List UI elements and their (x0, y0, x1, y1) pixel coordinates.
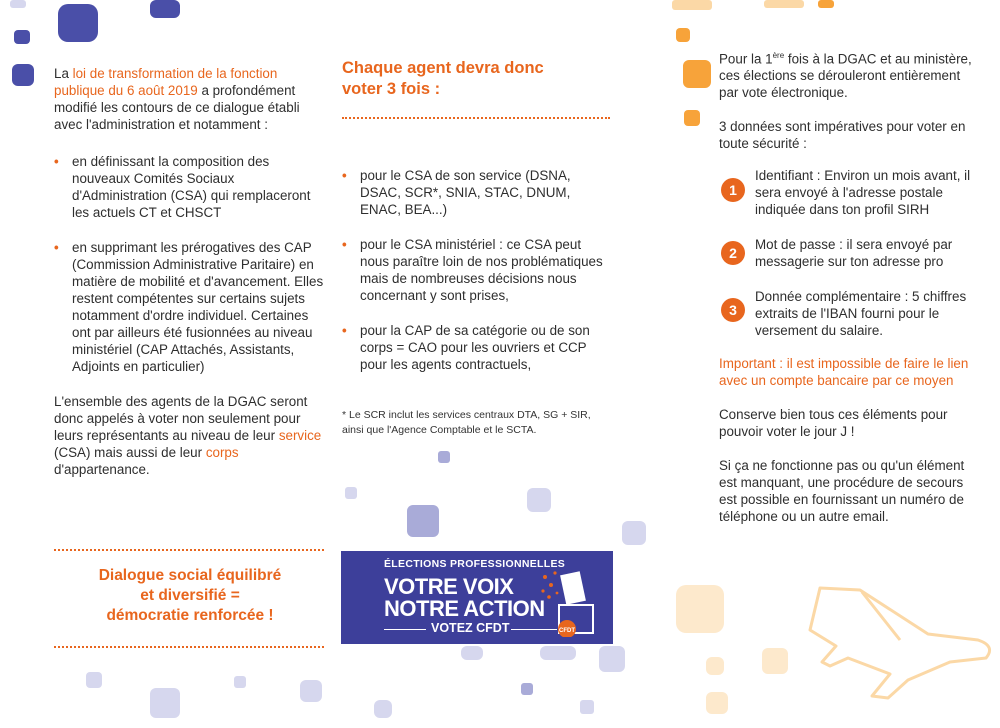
banner-cta: VOTEZ CFDT (431, 621, 510, 635)
bullet-text: pour le CSA ministériel : ce CSA peut nous paraître loin de nos problématiques mais de nombreuses décisions nous concernant y sont prises, (360, 237, 603, 303)
ballot-box-icon (537, 565, 607, 637)
banner-subtitle: ÉLECTIONS PROFESSIONNELLES (384, 558, 566, 570)
outro-text: (CSA) mais aussi de leur (54, 445, 206, 460)
slogan-line: Dialogue social équilibré (98, 567, 282, 584)
divider (342, 117, 610, 119)
bullet-text: pour le CSA de son service (DSNA, DSAC, SCR*, SNIA, STAC, DNUM, ENAC, BEA...) (360, 168, 571, 217)
intro-text-end: fois à la DGAC et au ministère, ces élections se dérouleront entièrement par vote électronique. (719, 51, 972, 101)
intro-paragraph (54, 65, 326, 133)
bullet-icon: • (54, 240, 59, 255)
election-banner (341, 551, 613, 644)
word-corps: corps (205, 445, 239, 460)
divider (54, 646, 324, 648)
divider (54, 549, 324, 551)
step-text: Mot de passe : il sera envoyé par messagerie sur ton adresse pro (755, 237, 953, 269)
slogan-line: et diversifié = (140, 587, 240, 604)
intro-text-end: a profondément modifié les contours de ce dialogue établi avec l'administration et notamment : (54, 83, 300, 132)
law-reference: loi de transformation de la fonction publique du 6 août 2019 (54, 66, 278, 98)
heading-line: Chaque agent devra donc (342, 59, 544, 77)
fallback-paragraph: Si ça ne fonctionne pas ou qu'un élément est manquant, une procédure de secours est possible en fournissant un numéro de téléphone ou un autre email. (719, 458, 965, 524)
step-number: 3 (721, 298, 745, 322)
outro-paragraph (54, 393, 326, 478)
bullet-icon: • (342, 168, 347, 183)
footnote: * Le SCR inclut les services centraux DTA, SG + SIR, ainsi que l'Agence Comptable et le SCTA. (342, 409, 591, 436)
important-note: Important : il est impossible de faire le lien avec un compte bancaire par ce moyen (719, 356, 969, 388)
banner-title-line: VOTRE VOIX (384, 574, 514, 599)
bullet-icon: • (342, 237, 347, 252)
intro-text: Pour la 1 (719, 51, 773, 67)
right-column (719, 355, 979, 525)
left-column (54, 65, 326, 478)
step-number: 2 (721, 241, 745, 265)
list-item (342, 322, 610, 373)
intro-paragraph (719, 47, 979, 101)
superscript: ère (772, 51, 785, 60)
bullet-icon: • (342, 323, 347, 338)
bullet-text: en supprimant les prérogatives des CAP (Commission Administrative Paritaire) en matière de mobilité et d'avancement. Elles restent compétentes sur certains sujets notamment d'ordre individuel. Certaines ont par ailleurs été fusionnées au niveau ministériel (CAP Attachés, Assistants, Adjoints en particulier) (72, 240, 324, 374)
step-number: 1 (721, 178, 745, 202)
cfdt-logo: CFDT (559, 628, 575, 634)
bullet-text: en définissant la composition des nouveaux Comités Sociaux d'Administration (CSA) qui remplaceront les actuels CT et CHSCT (72, 154, 311, 220)
plane-icon (800, 570, 1000, 710)
word-service: service (278, 428, 322, 443)
list-item (342, 236, 610, 304)
slogan-line: démocratie renforcée ! (106, 607, 274, 624)
step-text: Donnée complémentaire : 5 chiffres extraits de l'IBAN fourni pour le versement du salaire. (755, 289, 967, 338)
banner-rule (384, 629, 426, 630)
middle-heading (342, 58, 622, 100)
outro-text: L'ensemble des agents de la DGAC seront donc appelés à voter non seulement pour leurs représentants au niveau de leur (54, 394, 308, 443)
list-item (54, 153, 326, 221)
heading-line: voter 3 fois : (342, 80, 441, 98)
bullet-icon: • (54, 154, 59, 169)
banner-title-line: NOTRE ACTION (384, 596, 545, 621)
slogan (54, 566, 326, 626)
step-text: Identifiant : Environ un mois avant, il sera envoyé à l'adresse postale indiquée dans ton profil SIRH (755, 168, 971, 217)
intro-text: La (54, 66, 73, 81)
right-intro (719, 47, 979, 152)
keep-paragraph: Conserve bien tous ces éléments pour pouvoir voter le jour J ! (719, 407, 948, 439)
middle-column (342, 167, 610, 373)
lead-paragraph: 3 données sont impératives pour voter en toute sécurité : (719, 119, 966, 152)
list-item (342, 167, 610, 218)
bullet-text: pour la CAP de sa catégorie ou de son corps = CAO pour les ouvriers et CCP pour les agents contractuels, (360, 323, 590, 372)
outro-text: d'appartenance. (54, 462, 150, 477)
list-item (54, 239, 326, 375)
